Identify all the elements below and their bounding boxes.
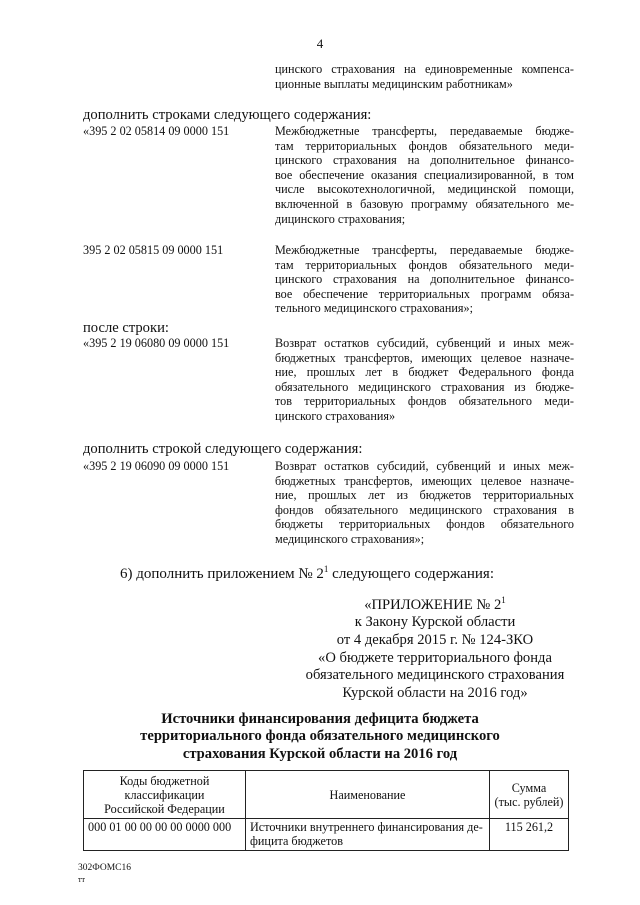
text-line: включенной в базовую программу обязательного ме- — [275, 196, 574, 211]
text-line: цинского страхования на дополнительное финансо- — [275, 153, 574, 168]
header-line: Сумма — [511, 780, 547, 795]
table-title — [70, 711, 570, 763]
header-line: классификации — [124, 787, 205, 802]
header-name: Наименование — [246, 771, 490, 819]
cell-name — [246, 819, 490, 851]
code-description — [275, 124, 574, 226]
code-description — [275, 243, 574, 316]
text-line: бюджетных трансфертов, имеющих целевое назначе- — [275, 350, 574, 365]
header-line: (тыс. рублей) — [494, 794, 564, 809]
code-description — [275, 459, 574, 547]
text-line: Межбюджетные трансферты, передаваемые бюдже- — [275, 243, 574, 257]
text-line: там территориальных фондов обязательного меди- — [275, 138, 574, 153]
item-6-tail: следующего содержания: — [328, 566, 494, 582]
financing-table — [83, 770, 569, 851]
superscript: 1 — [323, 564, 329, 574]
document-code: 302ФОМС16 — [78, 863, 132, 873]
table-title-line: страхования Курской области на 2016 год — [182, 745, 458, 762]
text-line: цинского страхования на дополнительное финансо- — [275, 272, 574, 287]
text-line: тельного медицинского страхования»; — [275, 301, 473, 316]
text-line: ние, прошлых лет из бюджетов территориальных — [275, 488, 574, 503]
text-line: ние, прошлых лет в бюджет Федерального фонда — [275, 365, 574, 380]
text-line: Возврат остатков субсидий, субвенций и иных меж- — [275, 336, 574, 350]
table-title-line: территориального фонда обязательного медицинского — [140, 728, 500, 745]
budget-code: «395 2 19 06090 09 0000 151 — [83, 459, 230, 473]
cell-code: 000 01 00 00 00 00 0000 000 — [84, 819, 246, 851]
appendix-title-line — [290, 592, 580, 614]
cell-sum: 115 261,2 — [490, 819, 569, 851]
section-intro: дополнить строкой следующего содержания: — [83, 441, 363, 457]
header-line: Российской Федерации — [104, 801, 225, 816]
text-line: тов территориальных фондов обязательного меди- — [275, 394, 574, 409]
text-line: вое обеспечение территориальных программ обяза- — [275, 286, 574, 301]
item-6-paragraph — [120, 561, 494, 583]
text-line: обязательного медицинского страхования из бюдже- — [275, 379, 574, 394]
text-line: ционные выплаты медицинским работникам» — [275, 76, 513, 91]
header-sum — [490, 771, 569, 819]
text-line: Возврат остатков субсидий, субвенций и иных меж- — [275, 459, 574, 473]
appendix-title: «ПРИЛОЖЕНИЕ № 2 — [364, 596, 502, 613]
table-title-line: Источники финансирования дефицита бюджета — [161, 711, 479, 727]
appendix-line: обязательного медицинского страхования — [305, 667, 565, 684]
text-line: вое обеспечение оказания специализированной, в том — [275, 167, 574, 182]
footer — [78, 863, 131, 885]
table-header-row — [84, 771, 569, 819]
appendix-line: Курской области на 2016 год» — [342, 684, 528, 701]
text-line: там территориальных фондов обязательного меди- — [275, 257, 574, 272]
superscript: 1 — [501, 595, 506, 605]
appendix-line: к Закону Курской области — [354, 614, 516, 631]
item-6-text: 6) дополнить приложением № 2 — [120, 566, 324, 582]
header-line: Коды бюджетной — [119, 773, 210, 788]
text-line: бюджетных трансфертов, имеющих целевое назначе- — [275, 473, 574, 488]
cell-line: фицита бюджетов — [250, 834, 343, 848]
cell-line: Источники внутреннего финансирования де- — [250, 820, 483, 834]
page-number: 4 — [316, 36, 324, 51]
text-line: Межбюджетные трансферты, передаваемые бюдже- — [275, 124, 574, 138]
text-line: цинского страхования» — [275, 408, 396, 423]
appendix-line: «О бюджете территориального фонда — [318, 649, 552, 666]
budget-code: 395 2 02 05815 09 0000 151 — [83, 243, 224, 257]
section-intro: дополнить строками следующего содержания: — [83, 107, 372, 123]
table-row — [84, 819, 569, 851]
appendix-header — [290, 592, 580, 702]
text-line: фондов обязательного медицинского страхования в — [275, 502, 574, 517]
top-fragment — [275, 62, 574, 91]
text-line: числе высокотехнологичной, медицинской помощи, — [275, 182, 574, 197]
executor-initials: тт — [78, 875, 85, 884]
budget-code: «395 2 02 05814 09 0000 151 — [83, 124, 230, 138]
budget-code: «395 2 19 06080 09 0000 151 — [83, 336, 230, 350]
section-intro: после строки: — [83, 320, 169, 336]
code-description — [275, 336, 574, 424]
text-line: цинского страхования на единовременные компенса- — [275, 62, 574, 76]
appendix-line: от 4 декабря 2015 г. № 124-ЗКО — [336, 632, 534, 649]
text-line: дицинского страхования; — [275, 211, 406, 226]
text-line: медицинского страхования»; — [275, 531, 425, 546]
text-line: бюджеты территориальных фондов обязательного — [275, 517, 574, 532]
header-codes — [84, 771, 246, 819]
